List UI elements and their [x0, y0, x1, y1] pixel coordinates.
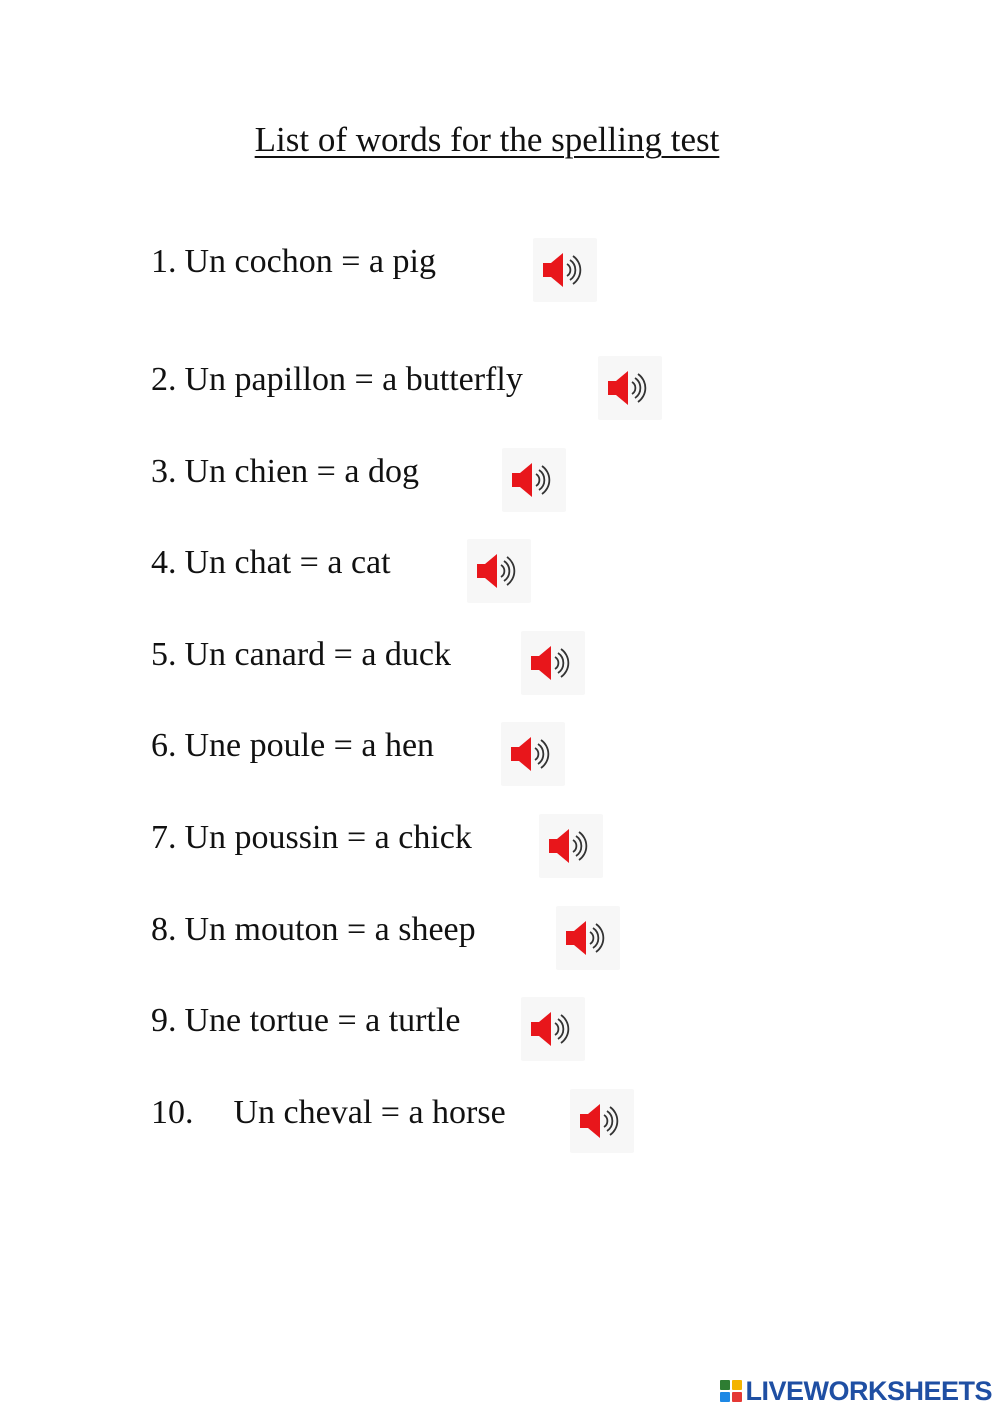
list-item — [151, 999, 460, 1043]
speaker-icon — [529, 643, 575, 683]
play-audio-button[interactable] — [502, 448, 566, 512]
page-title: List of words for the spelling test — [254, 120, 720, 159]
speaker-icon — [509, 734, 555, 774]
play-audio-button[interactable] — [467, 539, 531, 603]
item-text: Un mouton = a sheep — [184, 911, 476, 948]
logo-mark-icon — [720, 1380, 742, 1402]
item-text: Un poussin = a chick — [184, 819, 472, 856]
speaker-icon — [578, 1101, 624, 1141]
item-text: Un chat = a cat — [184, 544, 391, 581]
list-item — [151, 541, 391, 585]
item-number: 2. — [151, 361, 177, 398]
item-text: Une tortue = a turtle — [184, 1002, 461, 1039]
item-number: 10. — [151, 1094, 194, 1131]
speaker-icon — [541, 250, 587, 290]
list-item — [151, 1091, 506, 1135]
item-text: Une poule = a hen — [184, 727, 435, 764]
play-audio-button[interactable] — [556, 906, 620, 970]
play-audio-button[interactable] — [539, 814, 603, 878]
speaker-icon — [510, 460, 556, 500]
list-item — [151, 450, 419, 494]
item-number: 7. — [151, 819, 177, 856]
speaker-icon — [529, 1009, 575, 1049]
list-item — [151, 724, 434, 768]
speaker-icon — [547, 826, 593, 866]
item-number: 6. — [151, 727, 177, 764]
play-audio-button[interactable] — [598, 356, 662, 420]
play-audio-button[interactable] — [521, 997, 585, 1061]
item-number: 4. — [151, 544, 177, 581]
speaker-icon — [606, 368, 652, 408]
speaker-icon — [475, 551, 521, 591]
play-audio-button[interactable] — [501, 722, 565, 786]
list-item — [151, 358, 523, 402]
item-number: 5. — [151, 636, 177, 673]
item-text: Un chien = a dog — [184, 453, 419, 490]
item-number: 8. — [151, 911, 177, 948]
list-item — [151, 816, 472, 860]
play-audio-button[interactable] — [533, 238, 597, 302]
item-number: 1. — [151, 243, 177, 280]
item-number: 3. — [151, 453, 177, 490]
item-text: Un cochon = a pig — [184, 243, 436, 280]
item-text: Un papillon = a butterfly — [184, 361, 523, 398]
play-audio-button[interactable] — [521, 631, 585, 695]
list-item — [151, 633, 451, 677]
play-audio-button[interactable] — [570, 1089, 634, 1153]
list-item — [151, 908, 476, 952]
item-number: 9. — [151, 1002, 177, 1039]
list-item — [151, 240, 436, 284]
speaker-icon — [564, 918, 610, 958]
liveworksheets-logo — [720, 1377, 992, 1405]
logo-brand-text: LIVEWORKSHEETS — [745, 1375, 992, 1406]
item-text: Un cheval = a horse — [233, 1094, 506, 1131]
item-text: Un canard = a duck — [184, 636, 452, 673]
